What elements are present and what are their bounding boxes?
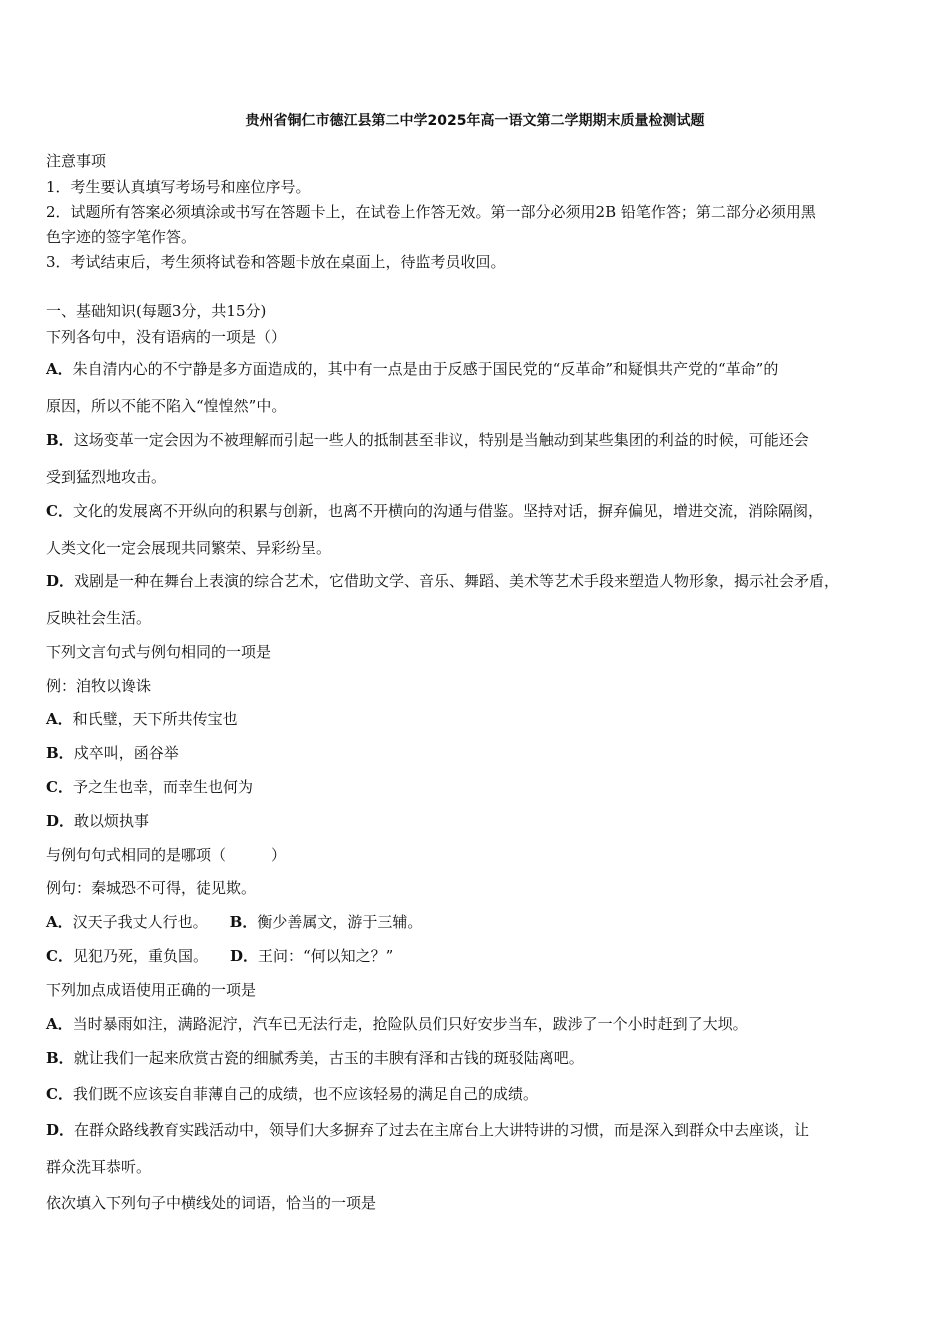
notice-item-1: 1．考生要认真填写考场号和座位序号。 <box>46 178 311 196</box>
q5-stem: 依次填入下列句子中横线处的词语，恰当的一项是 <box>46 1194 377 1212</box>
q2-option-a: A．和氏璧，天下所共传宝也 <box>46 710 238 728</box>
q4-option-d-cont: 群众洗耳恭听。 <box>46 1158 152 1176</box>
notice-heading: 注意事项 <box>46 152 107 170</box>
q3-example: 例句：秦城恐不可得，徒见欺。 <box>46 879 257 897</box>
q2-example: 例：洎牧以谗诛 <box>46 677 152 695</box>
q1-option-b: B．这场变革一定会因为不被理解而引起一些人的抵制甚至非议，特别是当触动到某些集团的利益的时候，可能还会 <box>46 431 809 449</box>
q2-stem: 下列文言句式与例句相同的一项是 <box>46 643 272 661</box>
notice-item-3: 3．考试结束后，考生须将试卷和答题卡放在桌面上，待监考员收回。 <box>46 253 506 271</box>
q4-option-d: D．在群众路线教育实践活动中，领导们大多摒弃了过去在主席台上大讲特讲的习惯，而是深入到群众中去座谈，让 <box>46 1121 810 1139</box>
q1-stem: 下列各句中，没有语病的一项是（） <box>46 328 287 346</box>
q1-option-b-cont: 受到猛烈地攻击。 <box>46 468 167 486</box>
q3-options-row-1: A．汉天子我丈人行也。 B．衡少善属文，游于三辅。 <box>46 913 423 931</box>
q1-option-d-cont: 反映社会生活。 <box>46 609 152 627</box>
q4-option-c: C．我们既不应该妄自菲薄自己的成绩，也不应该轻易的满足自己的成绩。 <box>46 1085 538 1103</box>
q1-option-a-cont: 原因，所以不能不陷入“惶惶然”中。 <box>46 397 287 415</box>
q1-option-c-cont: 人类文化一定会展现共同繁荣、异彩纷呈。 <box>46 539 332 557</box>
q4-option-b: B．就让我们一起来欣赏古瓷的细腻秀美，古玉的丰腴有泽和古钱的斑驳陆离吧。 <box>46 1049 584 1067</box>
q2-option-c: C．予之生也幸，而幸生也何为 <box>46 778 253 796</box>
q1-option-c: C．文化的发展离不开纵向的积累与创新，也离不开横向的沟通与借鉴。坚持对话，摒弃偏见，增进交流，消除隔阂， <box>46 502 823 520</box>
q1-option-d: D．戏剧是一种在舞台上表演的综合艺术，它借助文学、音乐、舞蹈、美术等艺术手段来塑造人物形象，揭示社会矛盾， <box>46 572 840 590</box>
section-heading: 一、基础知识(每题3分，共15分) <box>46 302 267 320</box>
q4-stem: 下列加点成语使用正确的一项是 <box>46 981 257 999</box>
page-title: 贵州省铜仁市德江县第二中学2025年高一语文第二学期期末质量检测试题 <box>245 113 705 129</box>
notice-item-2-cont: 色字迹的签字笔作答。 <box>46 228 197 246</box>
q2-option-b: B．戍卒叫，函谷举 <box>46 744 179 762</box>
q3-options-row-2: C．见犯乃死，重负国。 D．王问：“何以知之？” <box>46 947 394 965</box>
q4-option-a: A．当时暴雨如注，满路泥泞，汽车已无法行走，抢险队员们只好安步当车，跋涉了一个小时赶到了大坝。 <box>46 1015 748 1033</box>
q3-stem: 与例句句式相同的是哪项（ ） <box>46 846 287 864</box>
q1-option-a: A．朱自清内心的不宁静是多方面造成的，其中有一点是由于反感于国民党的“反革命”和疑惧共产党的“革命”的 <box>46 360 779 378</box>
q2-option-d: D．敢以烦执事 <box>46 812 150 830</box>
notice-item-2: 2．试题所有答案必须填涂或书写在答题卡上，在试卷上作答无效。第一部分必须用2B 铅笔作答；第二部分必须用黑 <box>46 203 816 221</box>
